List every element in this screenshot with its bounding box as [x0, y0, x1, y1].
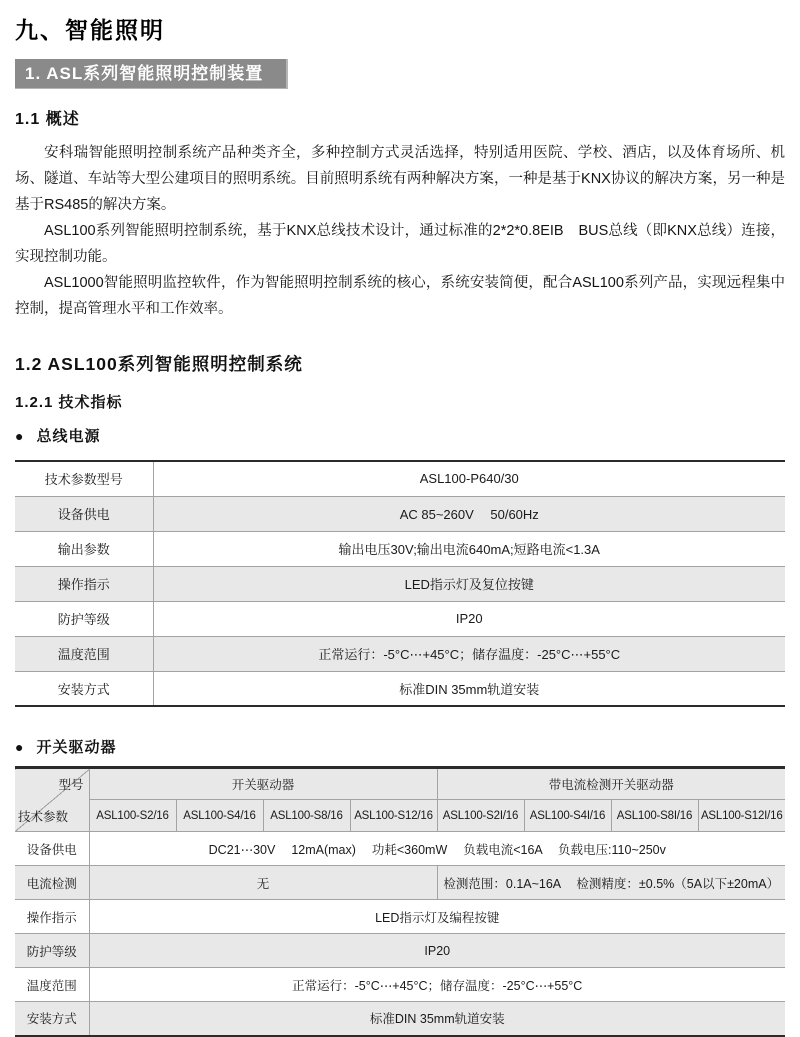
row-value: AC 85~260V 50/60Hz [153, 496, 785, 531]
column-group-header: 带电流检测开关驱动器 [437, 768, 785, 800]
row-label: 防护等级 [15, 601, 153, 636]
table-row [15, 1002, 785, 1036]
table-row [15, 636, 785, 671]
row-label: 安装方式 [15, 671, 153, 706]
row-label: 操作指示 [15, 900, 89, 934]
diagonal-corner-cell [15, 768, 89, 832]
table-row [15, 531, 785, 566]
table-row [15, 601, 785, 636]
bus-power-heading-label: 总线电源 [36, 428, 101, 445]
overview-paragraphs [15, 140, 785, 322]
row-value: 标准DIN 35mm轨道安装 [153, 671, 785, 706]
page-title: 九、智能照明 [15, 17, 165, 43]
row-label: 温度范围 [15, 968, 89, 1002]
row-value: IP20 [153, 601, 785, 636]
paragraph: 安科瑞智能照明控制系统产品种类齐全，多种控制方式灵活选择，特别适用医院、学校、酒店，以及体育场所、机场、隧道、车站等大型公建项目的照明系统。目前照明系统有两种解决方案，一种是基于KNX协议的解决方案，另一种是基于RS485的解决方案。 [15, 145, 785, 213]
table-row [15, 900, 785, 934]
row-label: 操作指示 [15, 566, 153, 601]
row-label: 温度范围 [15, 636, 153, 671]
model-header-cell: ASL100-S12/16 [350, 800, 437, 832]
model-header-cell: ASL100-S12I/16 [698, 800, 785, 832]
table-row [15, 866, 785, 900]
switch-driver-heading-label: 开关驱动器 [36, 739, 117, 756]
model-header-cell: ASL100-S2I/16 [437, 800, 524, 832]
row-label: 输出参数 [15, 531, 153, 566]
row-label: 技术参数型号 [15, 461, 153, 496]
row-value: 正常运行：-5°C⋯+45°C；储存温度：-25°C⋯+55°C [89, 968, 785, 1002]
row-label: 防护等级 [15, 934, 89, 968]
model-header-cell: ASL100-S4I/16 [524, 800, 611, 832]
row-label: 电流检测 [15, 866, 89, 900]
corner-label-params: 技术参数 [18, 810, 69, 824]
model-header-cell: ASL100-S8/16 [263, 800, 350, 832]
bullet-icon: ● [15, 427, 25, 444]
table-row [15, 968, 785, 1002]
corner-label-model: 型号 [58, 778, 84, 792]
table-row [15, 566, 785, 601]
row-label: 设备供电 [15, 496, 153, 531]
switch-driver-spec-table [15, 766, 785, 1037]
paragraph: ASL1000智能照明监控软件，作为智能照明控制系统的核心，系统安装简便，配合ASL100系列产品，实现远程集中控制，提高管理水平和工作效率。 [15, 275, 785, 317]
row-value: LED指示灯及复位按键 [153, 566, 785, 601]
table-header-row [15, 800, 785, 832]
row-label: 设备供电 [15, 832, 89, 866]
row-value: IP20 [89, 934, 785, 968]
bus-power-spec-table [15, 460, 785, 707]
system-heading: 1.2 ASL100系列智能照明控制系统 [15, 354, 303, 374]
section-banner: 1. ASL系列智能照明控制装置 [15, 59, 288, 89]
row-value: 标准DIN 35mm轨道安装 [89, 1002, 785, 1036]
column-group-header: 开关驱动器 [89, 768, 437, 800]
tech-spec-heading: 1.2.1 技术指标 [15, 394, 123, 411]
table-row [15, 832, 785, 866]
row-value: DC21⋯30V 12mA(max) 功耗<360mW 负载电流<16A 负载电压:110~250v [89, 832, 785, 866]
row-label: 安装方式 [15, 1002, 89, 1036]
model-header-cell: ASL100-S8I/16 [611, 800, 698, 832]
row-value-right: 检测范围：0.1A~16A 检测精度：±0.5%（5A以下±20mA） [437, 866, 785, 900]
model-header-cell: ASL100-S2/16 [89, 800, 176, 832]
row-value: LED指示灯及编程按键 [89, 900, 785, 934]
row-value: ASL100-P640/30 [419, 471, 519, 487]
switch-driver-heading [15, 736, 785, 757]
overview-heading: 1.1 概述 [15, 111, 80, 128]
table-row [15, 496, 785, 531]
row-value-left: 无 [89, 866, 437, 900]
paragraph: ASL100系列智能照明控制系统，基于KNX总线技术设计，通过标准的2*2*0.8EIB BUS总线（即KNX总线）连接，实现控制功能。 [15, 223, 785, 265]
table-row [15, 461, 785, 496]
table-row [15, 934, 785, 968]
row-value: 正常运行：-5°C⋯+45°C；储存温度：-25°C⋯+55°C [153, 636, 785, 671]
row-value: 输出电压30V;输出电流640mA;短路电流<1.3A [153, 531, 785, 566]
bullet-icon: ● [15, 738, 25, 755]
model-header-cell: ASL100-S4/16 [176, 800, 263, 832]
table-header-row [15, 768, 785, 800]
bus-power-heading [15, 425, 785, 446]
table-row [15, 671, 785, 706]
